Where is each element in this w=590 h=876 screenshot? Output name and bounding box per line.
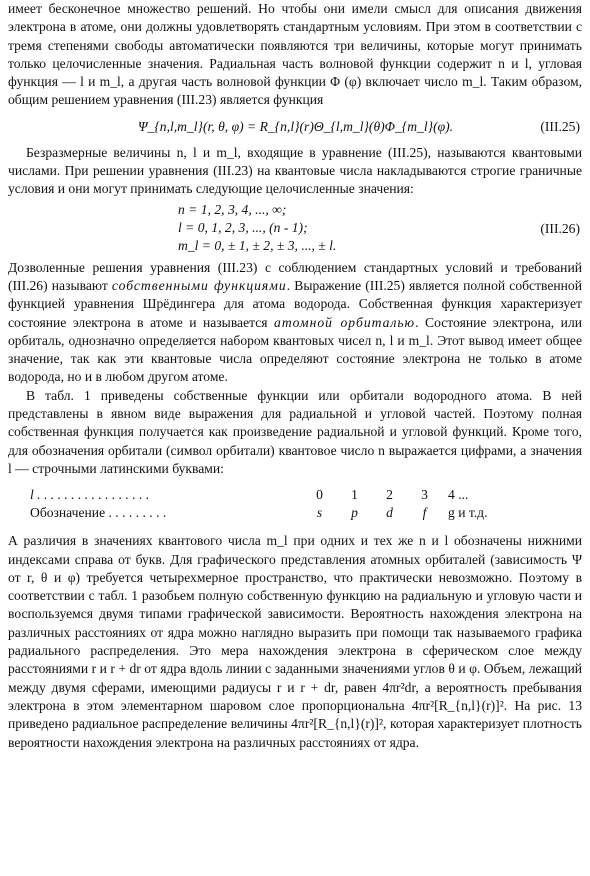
- equation-iii-25-body: Ψ_{n,l,m_l}(r, θ, φ) = R_{n,l}(r)Θ_{l,m_l}(θ)Φ_{m_l}(φ).: [138, 118, 454, 134]
- paragraph-3-text-2: . Выражение (III.25) является полной собственной функцией уравнения Шрёдингера для атома водорода. Собственная функция характеризует состояние электрона в атоме и называется: [8, 277, 582, 330]
- equation-iii-26: [8, 201, 582, 255]
- table-cell: 3: [421, 487, 428, 503]
- table-row-label: Обозначение . . . . . . . . .: [30, 505, 167, 521]
- equation-iii-26-line-1: n = 1, 2, 3, 4, ..., ∞;: [178, 201, 287, 217]
- table-row: [8, 504, 582, 522]
- table-cell: 4 ...: [448, 487, 469, 503]
- paragraph-4: В табл. 1 приведены собственные функции или орбитали водородного атома. В ней представлены в явном виде выражения для радиальной и угловой частей. Поэтому полная собственная функция получается как произведение радиальной и угловой функций. Кроме того, для обозначения орбитали (символ орбитали) квантовое число n выражается цифрами, а значения l — строчными латинскими буквами:: [8, 387, 582, 476]
- table-cell: d: [386, 505, 393, 521]
- table-cell: 2: [386, 487, 393, 503]
- table-cell: g и т.д.: [448, 505, 488, 521]
- paragraph-1: имеет бесконечное множество решений. Но чтобы они имели смысл для описания движения электрона в атоме, они должны удовлетворять стандартным условиям. При этом в соответствии с тремя степенями свободы автоматически появляются три величины, которые могут принимать только целочисленные значения. Радиальная часть волновой функции содержит n и l, угловая функция — l и m_l, а другая часть волновой функции Φ (φ) включает число m_l. Таким образом, общим решением уравнения (III.23) является функция: [8, 1, 582, 108]
- term-atomic-orbital: атомной орбиталью: [274, 314, 416, 330]
- paragraph-3: [8, 259, 582, 387]
- table-cell: s: [316, 505, 323, 521]
- table-cell: 1: [351, 487, 358, 503]
- equation-iii-26-number: (III.26): [540, 220, 580, 236]
- paragraph-5: А различия в значениях квантового числа m_l при одних и тех же n и l обозначены нижними индексами справа от букв. Для графического представления атомных орбиталей (зависимость Ψ от r, θ и φ) требуется четырехмерное пространство, что практически невозможно. Поэтому в соответствии с табл. 1 разобьем полную собственную функцию на радиальную и угловую части и воспользуемся двумя типами графической зависимости. Вероятность нахождения электрона на различных расстояниях от ядра можно наглядно выразить при помощи так называемого графика радиального распределения. Это мера нахождения электрона в сферическом слое между расстояниями r и r + dr от ядра вдоль линии с заданными значениями углов θ и φ. Объем, лежащий между двумя сферами, имеющими радиусы r и r + dr, равен 4πr²dr, а вероятность пребывания электрона в этом элементарном шаровом слое пропорциональна 4πr²[R_{n,l}(r)]². На рис. 13 приведено радиальное распределение величины 4πr²[R_{n,l}(r)]², которая характеризует плотность вероятности нахождения электрона на различных расстояниях от ядра.: [8, 533, 582, 750]
- table-cell: 0: [316, 487, 323, 503]
- term-eigenfunctions: собственными функциями: [111, 277, 287, 293]
- table-cell: f: [422, 505, 427, 521]
- paragraph-3-text-3: . Состояние электрона, или орбиталь, однозначно определяется набором квантовых чисел n, l и m_l. Этот вывод имеет общее значение, так как эти квантовые числа определяют состояние электрона не только в атоме водорода, но и в любом другом атоме.: [8, 314, 583, 385]
- orbital-notation-table: [8, 486, 582, 522]
- equation-iii-25-number: (III.25): [540, 118, 580, 134]
- paragraph-2: Безразмерные величины n, l и m_l, входящие в уравнение (III.25), называются квантовыми числами. При решении уравнения (III.23) на квантовые числа накладываются строгие граничные условия и они могут принимать следующие целочисленные значения:: [8, 144, 582, 197]
- equation-iii-26-line-3: m_l = 0, ± 1, ± 2, ± 3, ..., ± l.: [178, 237, 337, 253]
- equation-iii-26-line-2: l = 0, 1, 2, 3, ..., (n - 1);: [178, 219, 308, 235]
- table-row: [8, 486, 582, 504]
- table-row-label: l . . . . . . . . . . . . . . . . .: [30, 487, 150, 503]
- equation-iii-25: [8, 115, 582, 139]
- table-cell: p: [351, 505, 358, 521]
- paragraph-3-text-1: Дозволенные решения уравнения (III.23) с соблюдением стандартных условий и требований (III.26) называют: [8, 259, 582, 293]
